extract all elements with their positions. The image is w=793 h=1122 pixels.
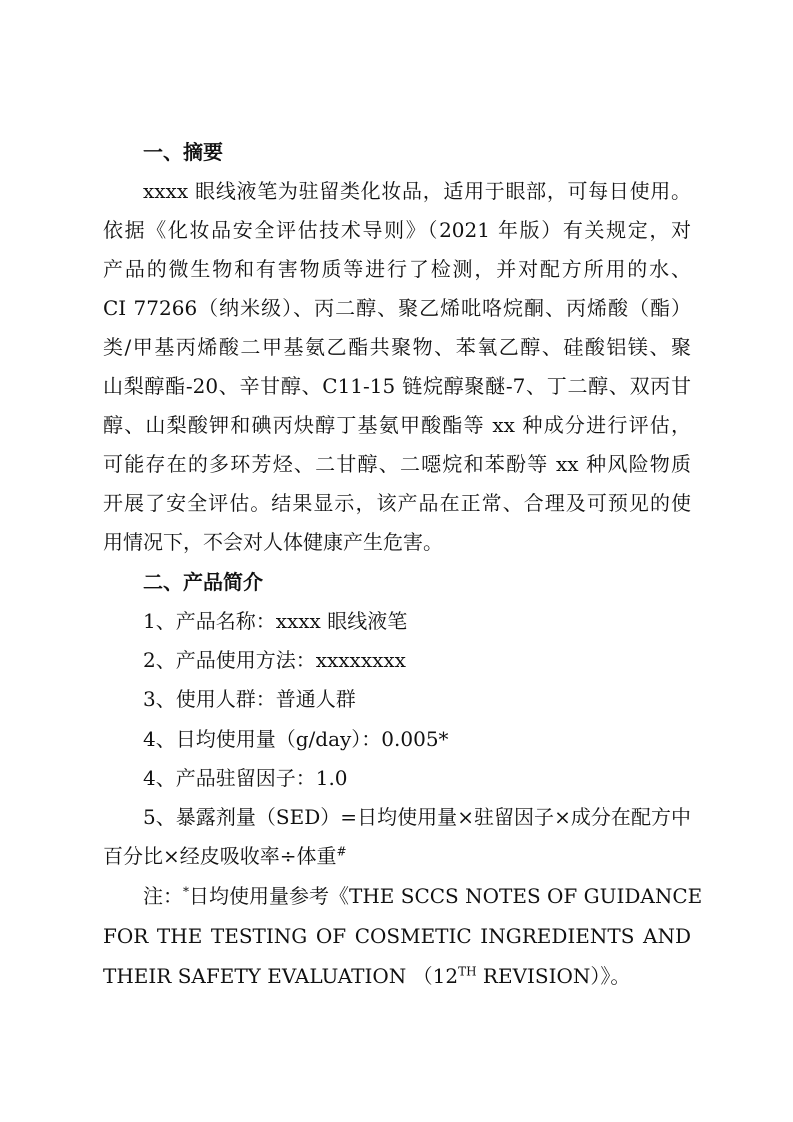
abstract-line: 类/甲基丙烯酸二甲基氨乙酯共聚物、苯氧乙醇、硅酸铝镁、聚 — [103, 335, 691, 359]
note-line-2: FOR THE TESTING OF COSMETIC INGREDIENTS AND — [103, 924, 691, 948]
note-superscript: TH — [458, 964, 477, 979]
abstract-line: 开展了安全评估。结果显示，该产品在正常、合理及可预见的使 — [103, 491, 691, 515]
exposure-dose-formula-text: 百分比×经皮吸收率÷体重 — [103, 844, 337, 868]
note-line-3-start: THEIR SAFETY EVALUATION （12 — [103, 964, 459, 988]
usage-method-item: 2、产品使用方法：xxxxxxxx — [143, 648, 406, 672]
abstract-line: 醇、山梨酸钾和碘丙炔醇丁基氨甲酸酯等 xx 种成分进行评估， — [103, 413, 691, 437]
abstract-line: xxxx 眼线液笔为驻留类化妆品，适用于眼部，可每日使用。 — [143, 179, 691, 203]
retention-factor-item: 4、产品驻留因子：1.0 — [143, 766, 348, 790]
exposure-dose-formula — [103, 846, 347, 866]
note-line-3 — [103, 966, 630, 986]
footnote-mark-hash: # — [336, 844, 347, 859]
note-line-3-end: REVISION）》。 — [476, 964, 631, 988]
abstract-line: 产品的微生物和有害物质等进行了检测，并对配方所用的水、 — [103, 257, 691, 281]
intro-heading: 二、产品简介 — [143, 570, 263, 594]
abstract-line: CI 77266（纳米级）、丙二醇、聚乙烯吡咯烷酮、丙烯酸（酯） — [103, 296, 691, 320]
note-line-1 — [143, 884, 703, 908]
abstract-line: 用情况下，不会对人体健康产生危害。 — [103, 530, 443, 554]
product-name-item: 1、产品名称：xxxx 眼线液笔 — [143, 609, 408, 633]
target-users-item: 3、使用人群：普通人群 — [143, 687, 356, 711]
abstract-line: 可能存在的多环芳烃、二甘醇、二噁烷和苯酚等 xx 种风险物质 — [103, 452, 691, 476]
footnote-mark-asterisk: * — [183, 884, 189, 899]
abstract-heading: 一、摘要 — [143, 140, 223, 164]
note-text: 日均使用量参考《THE SCCS NOTES OF GUIDANCE — [189, 884, 703, 908]
abstract-line: 山梨醇酯-20、辛甘醇、C11-15 链烷醇聚醚-7、丁二醇、双丙甘 — [103, 374, 691, 398]
abstract-line: 依据《化妆品安全评估技术导则》（2021 年版）有关规定，对 — [103, 218, 691, 242]
exposure-dose-item: 5、暴露剂量（SED）=日均使用量×驻留因子×成分在配方中 — [143, 805, 691, 829]
daily-usage-item: 4、日均使用量（g/day）：0.005* — [143, 727, 449, 751]
note-prefix: 注： — [143, 884, 183, 908]
